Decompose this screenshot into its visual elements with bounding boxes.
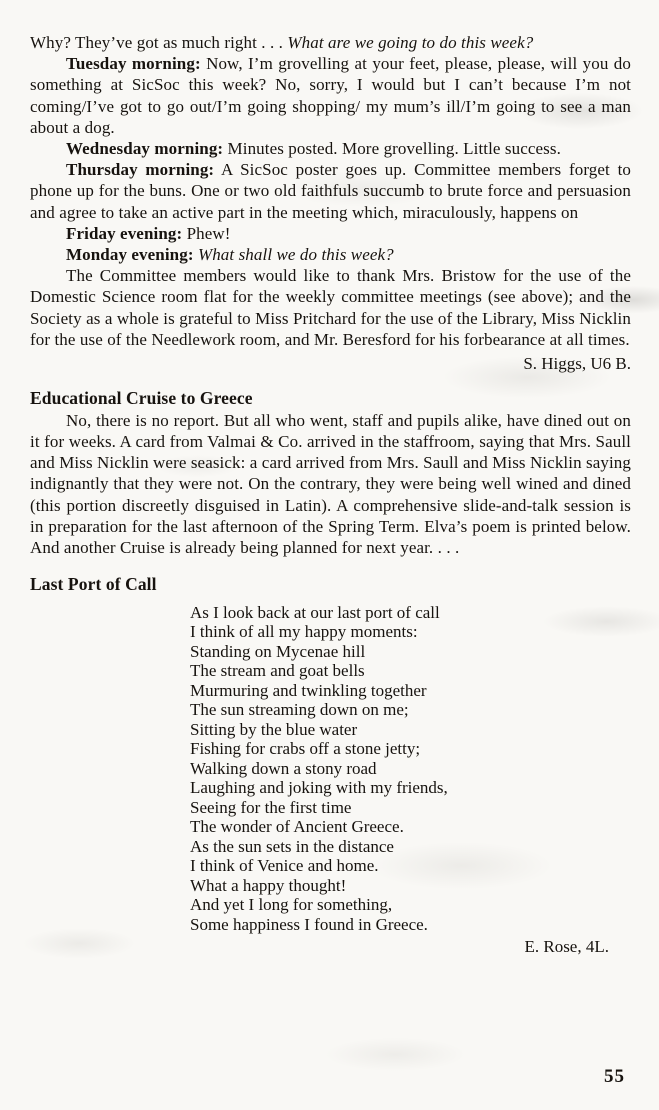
diary-text-tuesday: Now, I’m grovelling at your feet, please, please, will you do something at SicSoc this week? No, sorry, I would but I can’t because I’m not coming/I’ve got to go out/I’m going shopping/ my mum’s ill/I’m going to see a man about a dog. (30, 54, 631, 137)
diary-label-tuesday: Tuesday morning: (66, 54, 201, 74)
diary-entry-thursday (30, 159, 631, 223)
poem-line: I think of Venice and home. (190, 856, 379, 876)
intro-text: Why? They’ve got as much right . . . (30, 33, 288, 52)
poem-section-heading: Last Port of Call (30, 574, 157, 595)
poem-line: Murmuring and twinkling together (190, 680, 427, 700)
diary-entry-monday (30, 244, 631, 265)
poem-line: Fishing for crabs off a stone jetty; (190, 739, 421, 759)
diary-entry-wednesday (30, 138, 631, 159)
signature-higgs: S. Higgs, U6 B. (523, 354, 631, 374)
diary-text-monday: What shall we do this week? (193, 245, 394, 265)
poem-line: The stream and goat bells (190, 661, 365, 681)
diary-label-monday: Monday evening: (66, 245, 194, 265)
page-content (30, 32, 631, 957)
poem-line: What a happy thought! (190, 875, 347, 895)
poem-line: Some happiness I found in Greece. (190, 914, 428, 934)
intro-paragraph (30, 32, 631, 53)
poem-line: The sun streaming down on me; (190, 700, 409, 720)
poem-line: I think of all my happy moments: (190, 622, 418, 642)
signature-rose: E. Rose, 4L. (524, 937, 609, 957)
diary-text-wednesday: Minutes posted. More grovelling. Little success. (223, 139, 561, 159)
poem-line: Laughing and joking with my friends, (190, 778, 448, 798)
diary-text-friday: Phew! (182, 223, 231, 243)
thanks-paragraph: The Committee members would like to thank Mrs. Bristow for the use of the Domestic Science room flat for the weekly committee meetings (see above); and the Society as a whole is grateful to Miss Pritchard for the use of the Library, Miss Nicklin for the use of the Needlework room, and Mr. Beresford for his forbearance at all times. (30, 266, 631, 349)
cruise-paragraph: No, there is no report. But all who went, staff and pupils alike, have dined out on it for weeks. A card from Valmai & Co. arrived in the staffroom, saying that Mrs. Saull and Miss Nicklin were seasick: a card arrived from Mrs. Saull and Miss Nicklin saying indignantly that they were not. On the contrary, they were being well wined and dined (this portion discreetly disguised in Latin). A comprehensive slide-and-talk session is in preparation for the last afternoon of the Spring Term. Elva’s poem is printed below. And another Cruise is already being planned for next year. . . . (30, 410, 632, 557)
poem-line: Seeing for the first time (190, 797, 352, 817)
poem-line: As the sun sets in the distance (190, 836, 394, 856)
cruise-section-heading: Educational Cruise to Greece (30, 388, 253, 409)
poem-line: The wonder of Ancient Greece. (190, 817, 404, 837)
page-number: 55 (604, 1066, 625, 1087)
diary-text-thursday: A SicSoc poster goes up. Committee members forget to phone up for the buns. One or two old faithfuls succumb to brute force and persuasion and agree to take an active part in the meeting which, miraculously, happens on (30, 160, 631, 222)
poem-line: And yet I long for something, (190, 895, 393, 915)
diary-entry-friday (30, 223, 631, 244)
intro-italic-text: What are we going to do this week? (287, 33, 534, 52)
poem-line: Sitting by the blue water (190, 719, 358, 739)
diary-label-friday: Friday evening: (66, 223, 183, 243)
poem (190, 603, 631, 935)
diary-label-wednesday: Wednesday morning: (66, 139, 224, 159)
diary-entry-tuesday (30, 53, 631, 138)
poem-line: Standing on Mycenae hill (190, 641, 366, 661)
poem-line: As I look back at our last port of call (190, 602, 440, 622)
diary-label-thursday: Thursday morning: (66, 160, 215, 180)
poem-line: Walking down a stony road (190, 758, 377, 778)
